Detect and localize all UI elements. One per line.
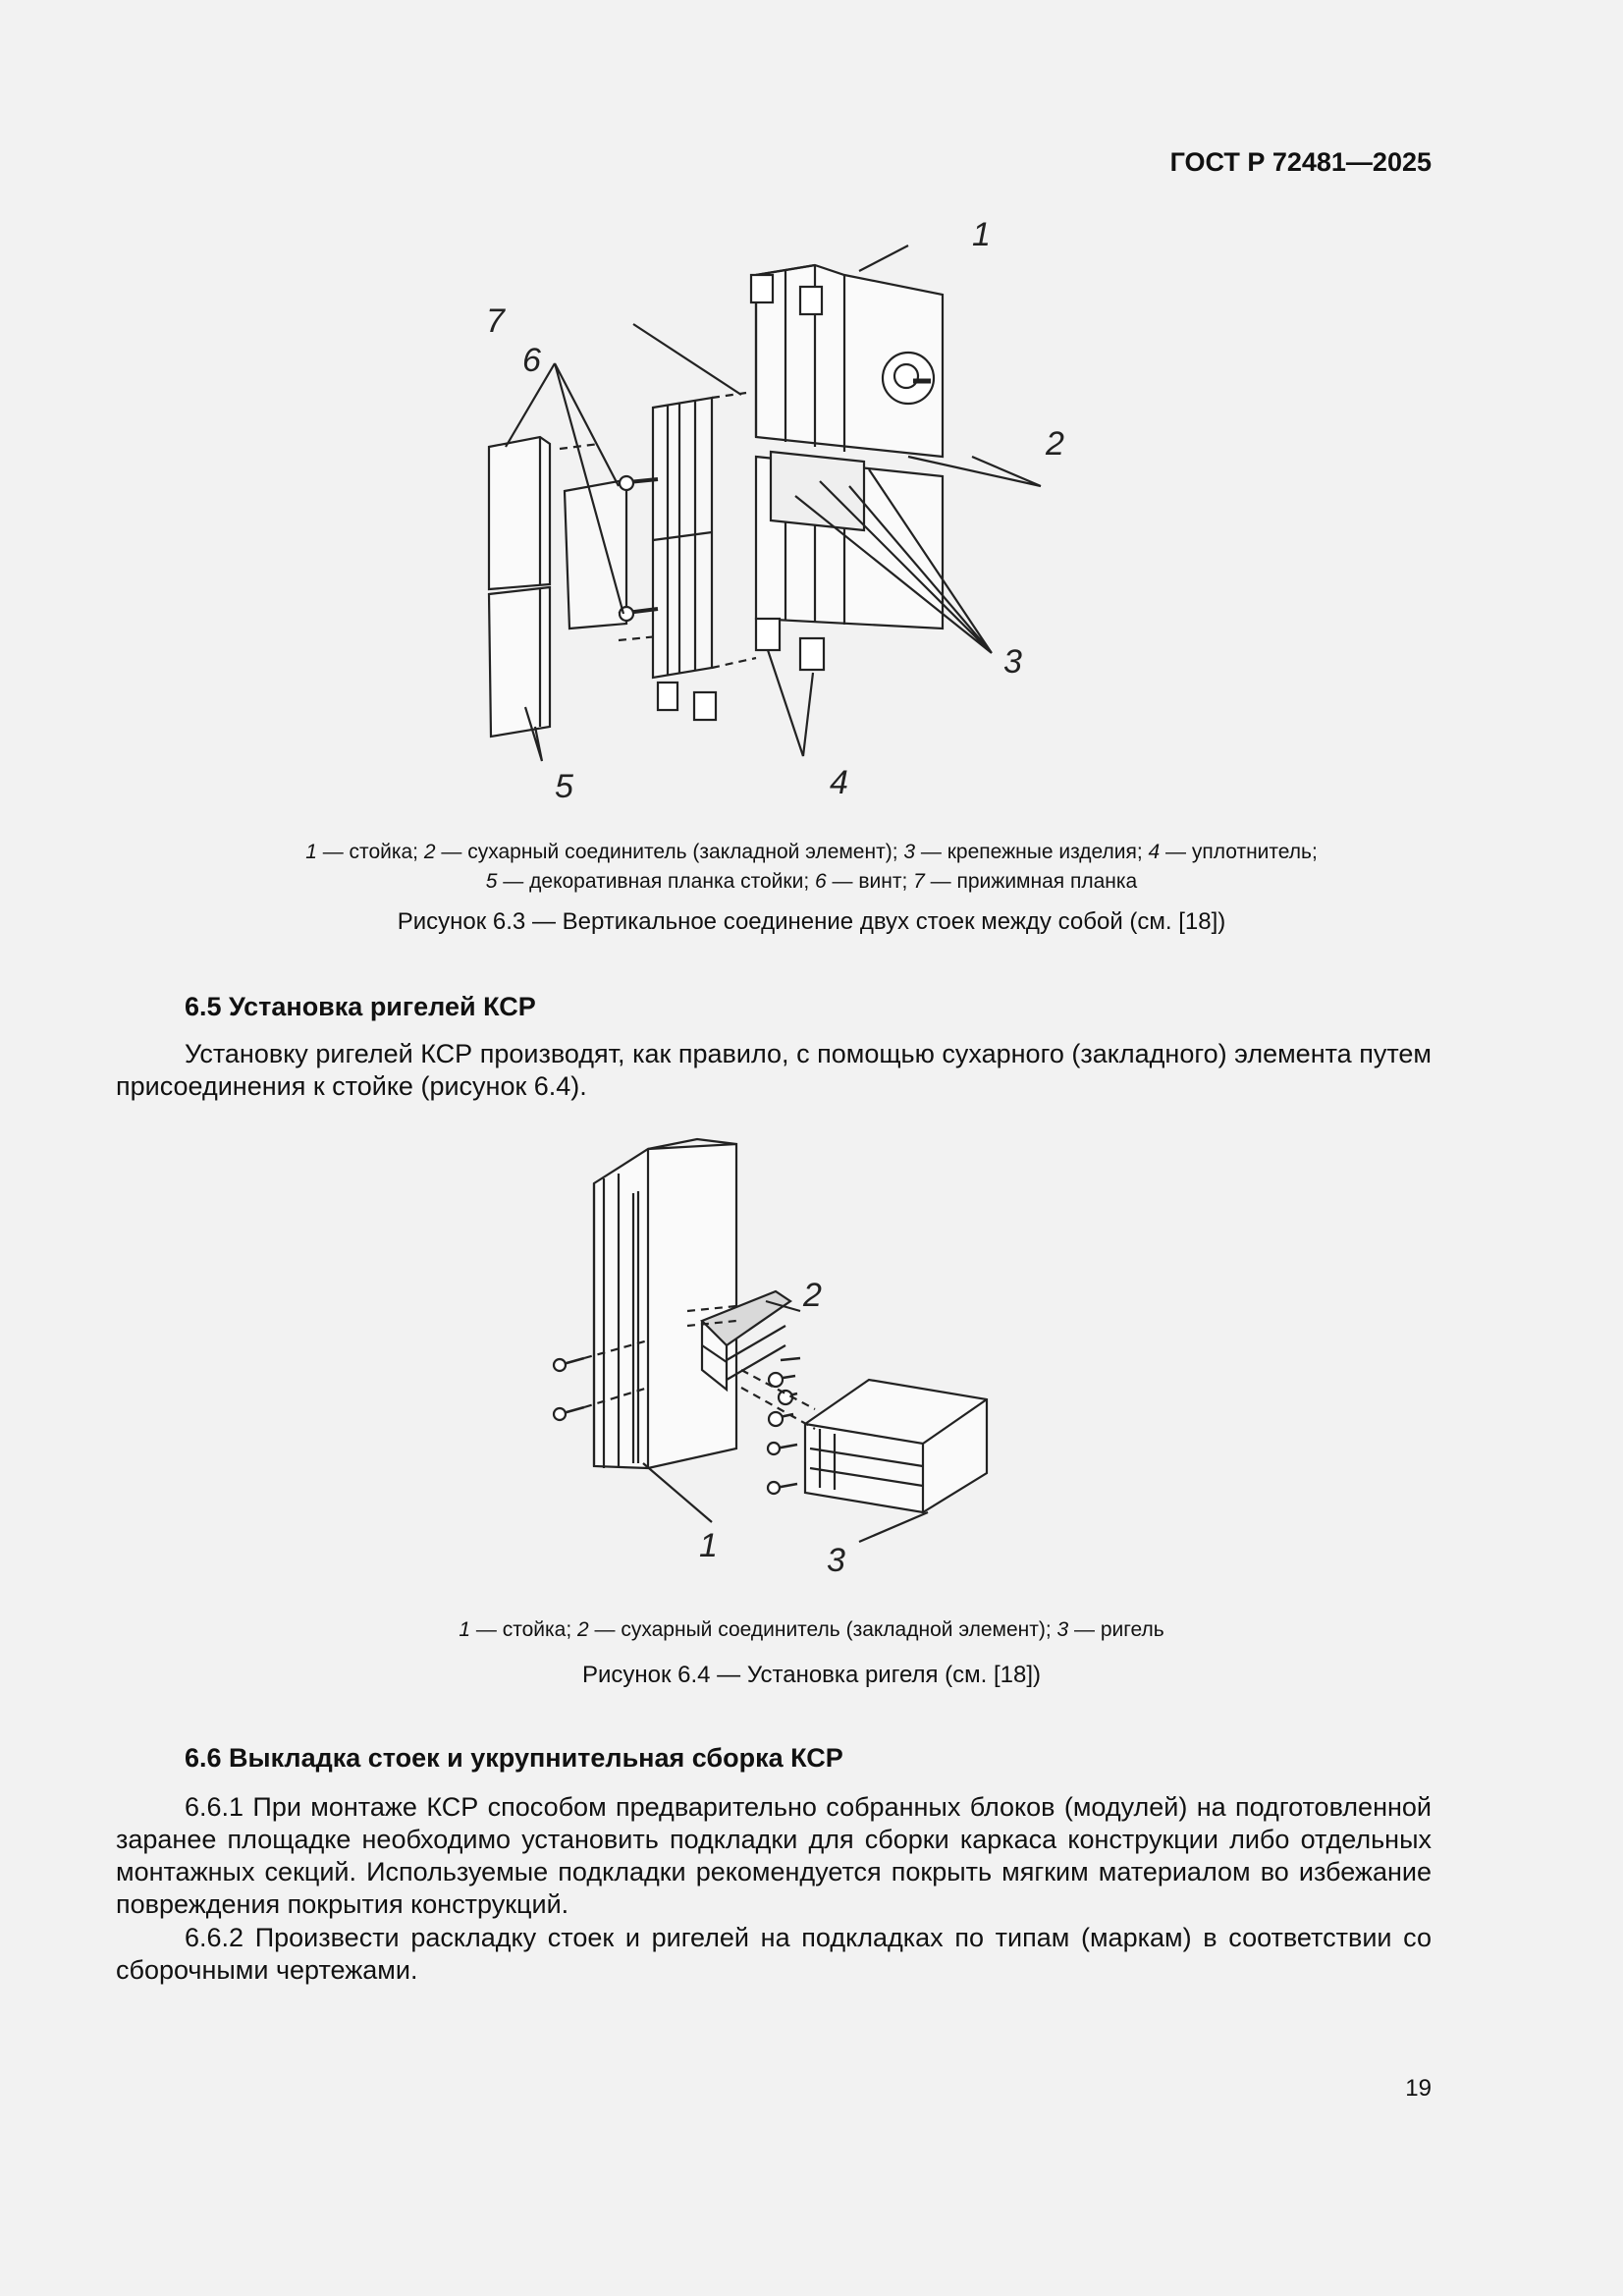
- section-6-5-paragraph: Установку ригелей КСР производят, как правило, с помощью сухарного (закладного) элемента путем присоединения к стойке (рисунок 6.4).: [116, 1039, 1432, 1101]
- legend-text: — декоративная планка стойки;: [497, 870, 815, 893]
- legend-number: 1: [305, 841, 317, 863]
- figure-6-3-label-7: 7: [486, 302, 505, 340]
- legend-text: — винт;: [826, 870, 914, 893]
- figure-6-4-legend: [0, 1615, 1623, 1645]
- figure-6-4-label-3: 3: [827, 1542, 845, 1579]
- figure-6-4-legend-line-1: [0, 1615, 1623, 1645]
- figure-6-3-caption: Рисунок 6.3 — Вертикальное соединение двух стоек между собой (см. [18]): [397, 908, 1226, 935]
- legend-number: 6: [815, 870, 827, 893]
- legend-text: — прижимная планка: [924, 870, 1138, 893]
- section-6-6-title: 6.6 Выкладка стоек и укрупнительная сборка КСР: [185, 1743, 843, 1773]
- legend-number: 3: [903, 841, 916, 863]
- figure-6-3-drawing: [461, 216, 1070, 815]
- legend-text: — сухарный соединитель (закладной элемент);: [588, 1618, 1057, 1641]
- figure-6-3-label-4: 4: [830, 764, 848, 801]
- figure-6-3-legend: [0, 838, 1623, 897]
- section-6-5-title: 6.5 Установка ригелей КСР: [185, 992, 536, 1021]
- section-6-6-paragraph-1: 6.6.1 При монтаже КСР способом предварительно собранных блоков (модулей) на подготовленной заранее площадке необходимо установить подкладки для сборки каркаса конструкции либо отдельных монтажных секций. Используемые подкладки рекомендуется покрыть мягким материалом во избежание повреждения покрытия конструкций.: [116, 1792, 1432, 1919]
- figure-6-3-legend-line-1: [0, 838, 1623, 867]
- legend-text: — стойка;: [316, 841, 424, 863]
- figure-6-3: [461, 216, 1070, 815]
- legend-number: 3: [1056, 1618, 1069, 1641]
- legend-number: 1: [459, 1618, 471, 1641]
- figure-6-3-label-6: 6: [522, 342, 541, 379]
- document-id: ГОСТ Р 72481—2025: [1169, 147, 1432, 177]
- figure-6-4-label-2: 2: [803, 1277, 822, 1314]
- figure-6-4-caption: Рисунок 6.4 — Установка ригеля (см. [18]): [581, 1662, 1042, 1688]
- legend-number: 7: [913, 870, 925, 893]
- legend-text: — сухарный соединитель (закладной элемент);: [435, 841, 904, 863]
- figure-6-4: [540, 1134, 1011, 1586]
- legend-text: — уплотнитель;: [1160, 841, 1318, 863]
- legend-number: 4: [1148, 841, 1161, 863]
- figure-6-3-label-3: 3: [1003, 643, 1022, 681]
- legend-text: — стойка;: [470, 1618, 577, 1641]
- legend-text: — ригель: [1068, 1618, 1164, 1641]
- figure-6-4-drawing: [540, 1134, 1011, 1586]
- legend-number: 2: [577, 1618, 589, 1641]
- legend-text: — крепежные изделия;: [915, 841, 1149, 863]
- page-number: 19: [1405, 2075, 1432, 2102]
- figure-6-3-label-5: 5: [555, 768, 573, 805]
- legend-number: 2: [423, 841, 436, 863]
- figure-6-3-label-1: 1: [972, 216, 991, 253]
- figure-6-3-legend-line-2: [0, 867, 1623, 897]
- section-6-6-paragraph-2: 6.6.2 Произвести раскладку стоек и ригелей на подкладках по типам (маркам) в соответствии со сборочными чертежами.: [116, 1923, 1432, 1985]
- figure-6-3-label-2: 2: [1046, 425, 1064, 463]
- figure-6-4-label-1: 1: [699, 1527, 718, 1564]
- legend-number: 5: [485, 870, 498, 893]
